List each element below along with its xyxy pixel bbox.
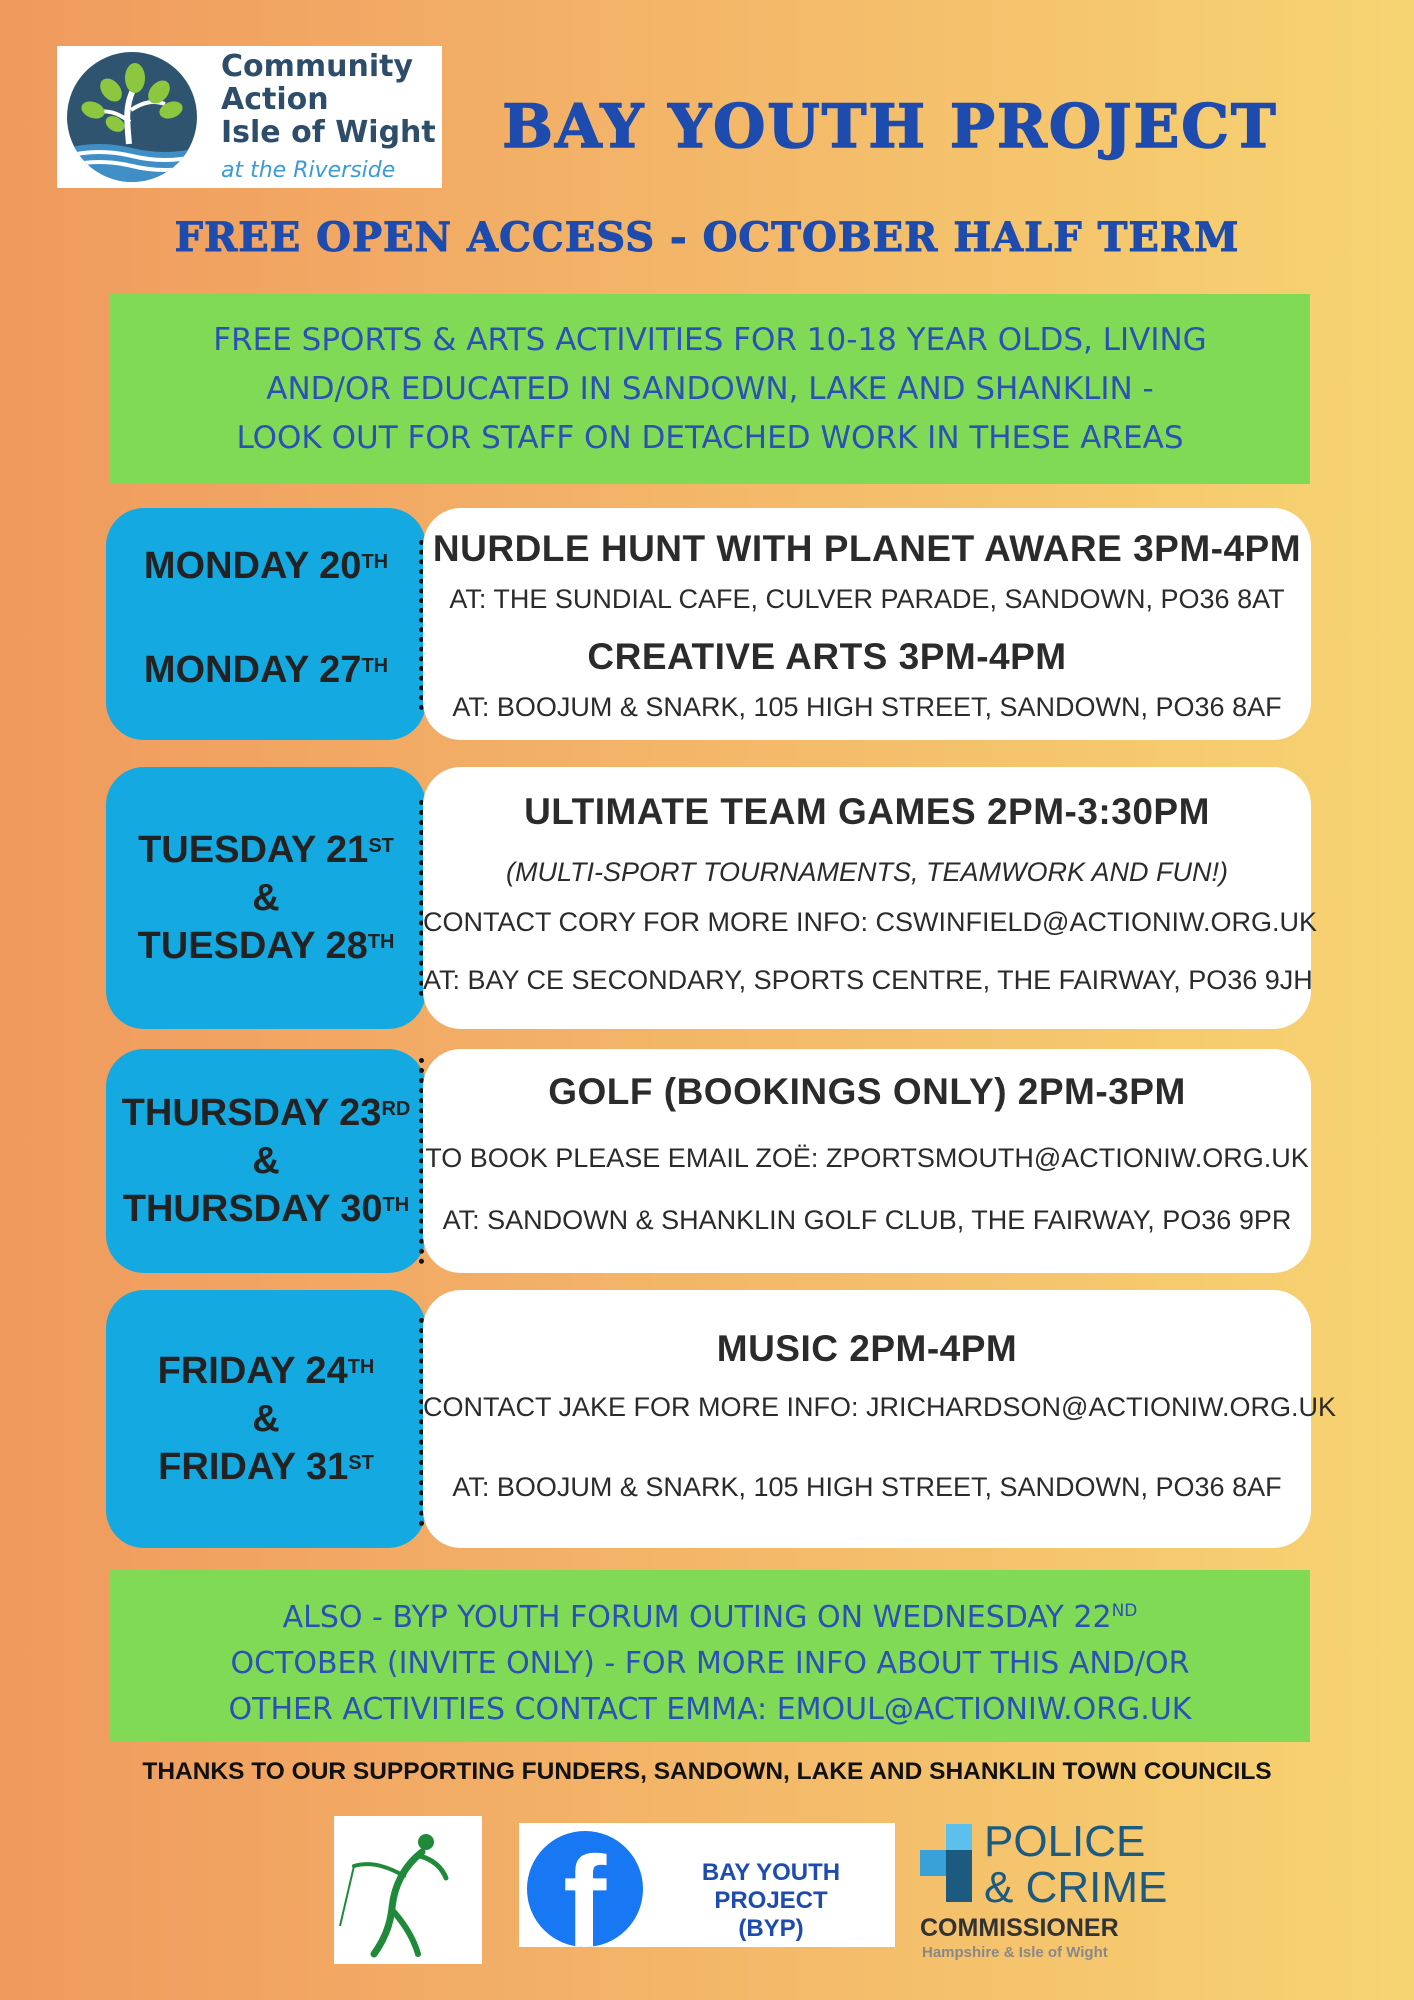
facebook-icon: f — [527, 1831, 643, 1947]
pcc-line4: Hampshire & Isle of Wight — [922, 1944, 1108, 1961]
event-title: CREATIVE ARTS 3PM-4PM — [587, 636, 1067, 677]
event-card-fridays — [423, 1290, 1336, 1548]
logo-name-line3: Isle of Wight — [221, 115, 436, 150]
event-location: AT: SANDOWN & SHANKLIN GOLF CLUB, THE FAIRWAY, PO36 9PR — [442, 1205, 1292, 1235]
tree-icon — [67, 52, 197, 182]
day-label: FRIDAY 31ST — [158, 1446, 374, 1488]
pcc-square-icon — [946, 1876, 972, 1902]
intro-line: AND/OR EDUCATED IN SANDOWN, LAKE AND SHANKLIN - — [266, 371, 1154, 407]
day-label: FRIDAY 24TH — [157, 1350, 375, 1392]
event-title: GOLF (BOOKINGS ONLY) 2PM-3PM — [548, 1071, 1186, 1112]
event-contact: TO BOOK PLEASE EMAIL ZOË: ZPORTSMOUTH@ACTIONIW.ORG.UK — [425, 1143, 1309, 1173]
event-note: (MULTI-SPORT TOURNAMENTS, TEAMWORK AND FUN!) — [506, 857, 1228, 887]
pcc-square-icon — [920, 1850, 946, 1876]
footer-line: OTHER ACTIVITIES CONTACT EMMA: EMOUL@ACTIONIW.ORG.UK — [228, 1692, 1192, 1727]
day-label: TUESDAY 28TH — [137, 925, 395, 967]
funders-thanks: THANKS TO OUR SUPPORTING FUNDERS, SANDOWN, LAKE AND SHANKLIN TOWN COUNCILS — [142, 1758, 1272, 1785]
day-pill-thursdays — [106, 1049, 426, 1273]
event-title: ULTIMATE TEAM GAMES 2PM-3:30PM — [524, 791, 1210, 832]
day-pill-fridays — [106, 1290, 426, 1548]
logo-name-line1: Community — [221, 49, 414, 84]
pcc-line2: & CRIME — [984, 1863, 1168, 1912]
day-pill-mondays — [106, 508, 426, 740]
facebook-badge[interactable] — [519, 1823, 895, 1947]
community-action-logo — [57, 46, 442, 188]
event-title: NURDLE HUNT WITH PLANET AWARE 3PM-4PM — [432, 528, 1302, 569]
page-subtitle: FREE OPEN ACCESS - OCTOBER HALF TERM — [174, 214, 1240, 261]
event-card-tuesdays — [423, 767, 1317, 1029]
day-joiner: & — [252, 1398, 280, 1440]
event-title: MUSIC 2PM-4PM — [716, 1328, 1018, 1369]
intro-line: LOOK OUT FOR STAFF ON DETACHED WORK IN THESE AREAS — [236, 420, 1184, 456]
event-contact: CONTACT JAKE FOR MORE INFO: JRICHARDSON@ACTIONIW.ORG.UK — [423, 1392, 1336, 1422]
event-card-mondays — [423, 508, 1311, 740]
pcc-line1: POLICE — [984, 1817, 1146, 1866]
golf-club-logo — [334, 1816, 482, 1964]
pcc-square-icon — [946, 1824, 972, 1850]
footer-line: OCTOBER (INVITE ONLY) - FOR MORE INFO ABOUT THIS AND/OR — [230, 1646, 1190, 1681]
intro-box — [110, 294, 1310, 484]
facebook-page-name: BAY YOUTH PROJECT (BYP) — [701, 1859, 841, 1942]
day-joiner: & — [252, 1140, 280, 1182]
event-location: AT: BAY CE SECONDARY, SPORTS CENTRE, THE FAIRWAY, PO36 9JH — [423, 965, 1313, 995]
logo-tagline: at the Riverside — [221, 158, 396, 183]
event-location: AT: THE SUNDIAL CAFE, CULVER PARADE, SANDOWN, PO36 8AT — [449, 584, 1285, 614]
pcc-square-icon — [946, 1850, 972, 1876]
day-pill-tuesdays — [106, 767, 426, 1029]
event-card-thursdays — [423, 1049, 1311, 1273]
footer-line: ALSO - BYP YOUTH FORUM OUTING ON WEDNESDAY 22ND — [282, 1600, 1138, 1635]
pcc-line3: COMMISSIONER — [920, 1914, 1119, 1942]
police-crime-commissioner-logo — [920, 1816, 1170, 1966]
day-label: MONDAY 20TH — [143, 545, 389, 587]
forum-outing-box — [110, 1570, 1310, 1742]
intro-line: FREE SPORTS & ARTS ACTIVITIES FOR 10-18 YEAR OLDS, LIVING — [213, 322, 1207, 358]
event-contact: CONTACT CORY FOR MORE INFO: CSWINFIELD@ACTIONIW.ORG.UK — [423, 907, 1317, 937]
day-label: MONDAY 27TH — [143, 649, 389, 691]
day-label: TUESDAY 21ST — [138, 829, 394, 871]
event-location: AT: BOOJUM & SNARK, 105 HIGH STREET, SANDOWN, PO36 8AF — [452, 692, 1282, 722]
day-joiner: & — [252, 877, 280, 919]
day-label: THURSDAY 30TH — [122, 1188, 410, 1230]
event-location: AT: BOOJUM & SNARK, 105 HIGH STREET, SANDOWN, PO36 8AF — [452, 1472, 1282, 1502]
logo-name-line2: Action — [221, 82, 329, 117]
day-label: THURSDAY 23RD — [121, 1092, 411, 1134]
page-title: BAY YOUTH PROJECT — [502, 92, 1278, 162]
